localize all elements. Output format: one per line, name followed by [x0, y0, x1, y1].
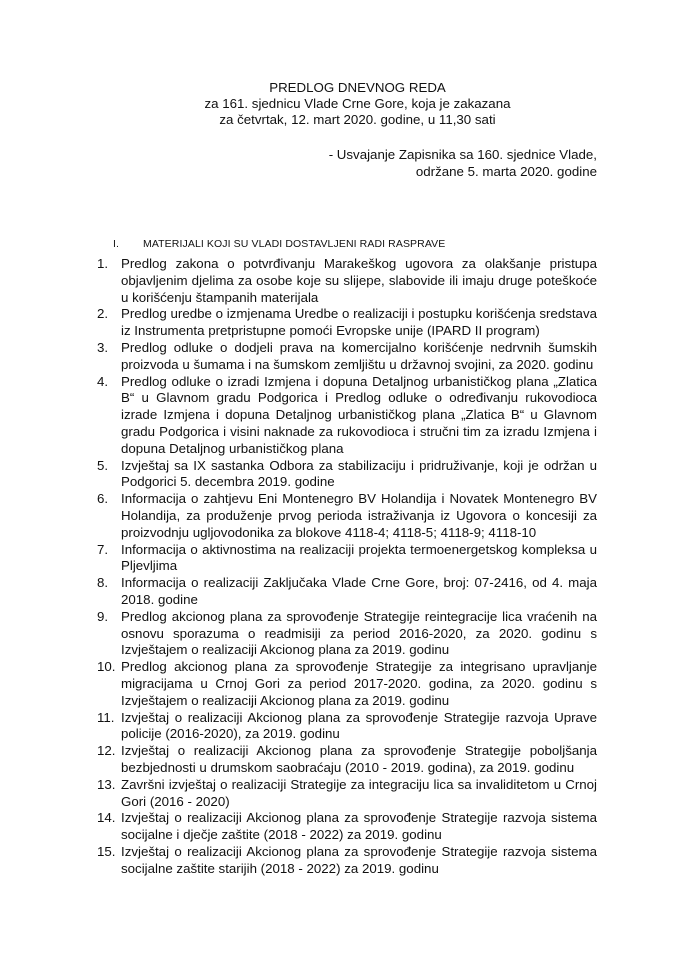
- agenda-item: [97, 743, 597, 777]
- agenda-header: [0, 80, 679, 128]
- item-text: Izvještaj o realizaciji Akcionog plana za sprovođenje Strategije razvoja Uprave policije (2016-2020), za 2019. godinu: [121, 709, 597, 742]
- agenda-item: [97, 340, 597, 374]
- item-text: Informacija o zahtjevu Eni Montenegro BV Holandija i Novatek Montenegro BV Holandija, za produženje prvog perioda istraživanja iz Ugovora o koncesiji za proizvodnju ugljovodonika za blokove 4118-4; 4118-5; 4118-9; 4118-10: [121, 491, 597, 540]
- item-number: 14.: [97, 810, 116, 826]
- item-number: 6.: [97, 491, 109, 507]
- agenda-item: [97, 374, 597, 458]
- item-number: 12.: [97, 743, 116, 759]
- item-number: 3.: [97, 339, 109, 355]
- item-text: Izvještaj sa IX sastanka Odbora za stabilizaciju i pridruživanje, koji je održan u Podgorici 5. decembra 2019. godine: [121, 457, 597, 490]
- item-text: Izvještaj o realizaciji Akcionog plana za sprovođenje Strategije razvoja sistema socijalne zaštite starijih (2018 - 2022) za 2019. godinu: [121, 843, 597, 876]
- item-number: 10.: [97, 659, 116, 675]
- item-text: Predlog zakona o potvrđivanju Marakeškog ugovora za olakšanje pristupa objavljenim djelima za osobe koje su slijepe, slabovide ili imaju druge poteškoće u korišćenju štampanih materijala: [121, 256, 597, 305]
- agenda-item: [97, 810, 597, 844]
- agenda-item: [97, 306, 597, 340]
- item-text: Izvještaj o realizaciji Akcionog plana za sprovođenje Strategije poboljšanja bezbjednosti u drumskom saobraćaju (2010 - 2019. godina), za 2019. godinu: [121, 743, 597, 775]
- item-number: 8.: [97, 575, 109, 591]
- section-title: MATERIJALI KOJI SU VLADI DOSTAVLJENI RADI RASPRAVE: [143, 238, 446, 250]
- item-text: Predlog odluke o izradi Izmjena i dopuna Detaljnog urbanističkog plana „Zlatica B“ u Glavnom gradu Podgorica i Predlog odluke o određivanju rukovodioca izrade Izmjena i dopuna Detaljnog urbanističkog plana „Zlatica B“ u Glavnom gradu Podgorica i visini naknade za rukovodioca i stručni tim za izradu Izmjena i dopuna Detaljnog urbanističkog plana: [121, 373, 597, 456]
- agenda-item: [97, 844, 597, 878]
- item-number: 5.: [97, 457, 109, 473]
- item-number: 2.: [97, 306, 109, 322]
- agenda-item: [97, 256, 597, 306]
- session-line: za 161. sjednicu Vlade Crne Gore, koja je zakazana: [204, 96, 511, 111]
- agenda-list: [97, 256, 597, 877]
- agenda-item: [97, 458, 597, 492]
- item-text: Predlog akcionog plana za sprovođenje Strategije za integrisano upravljanje migracijama u Crnoj Gori za period 2017-2020. godina, za 2020. godinu s Izvještajem o realizaciji Akcionog plana za 2019. godinu: [121, 659, 597, 708]
- item-text: Informacija o realizaciji Zaključaka Vlade Crne Gore, broj: 07-2416, od 4. maja 2018. godine: [121, 575, 597, 607]
- item-text: Izvještaj o realizaciji Akcionog plana za sprovođenje Strategije razvoja sistema socijalne i dječje zaštite (2018 - 2022) za 2019. godinu: [121, 810, 597, 843]
- date-line: za četvrtak, 12. mart 2020. godine, u 11,30 sati: [219, 112, 496, 127]
- agenda-item: [97, 575, 597, 609]
- item-number: 11.: [97, 709, 115, 725]
- agenda-item: [97, 491, 597, 541]
- item-text: Predlog odluke o dodjeli prava na komercijalno korišćenje nedrvnih šumskih proizvoda u šumama i na šumskom zemljištu u državnoj svojini, za 2020. godinu: [121, 339, 597, 372]
- minutes-note: [329, 146, 597, 180]
- item-number: 7.: [97, 541, 109, 557]
- item-text: Informacija o aktivnostima na realizaciji projekta termoenergetskog kompleksa u Pljevljima: [121, 541, 597, 574]
- minutes-line-1: - Usvajanje Zapisnika sa 160. sjednice Vlade,: [328, 147, 597, 162]
- item-number: 1.: [97, 256, 109, 271]
- item-text: Predlog uredbe o izmjenama Uredbe o realizaciji i postupku korišćenja sredstava iz Instrumenta pretpristupne pomoći Evropske unije (IPARD II program): [121, 306, 597, 339]
- agenda-item: [97, 659, 597, 709]
- agenda-item: [97, 609, 597, 659]
- item-text: Predlog akcionog plana za sprovođenje Strategije reintegracije lica vraćenih na osnovu sporazuma o readmisiji za period 2016-2020, za 2020. godinu s Izvještajem o realizaciji Akcionog plana za 2019. godinu: [121, 608, 597, 658]
- item-number: 13.: [97, 776, 116, 792]
- section-number: I.: [113, 238, 120, 250]
- minutes-line-2: održane 5. marta 2020. godine: [415, 164, 597, 179]
- agenda-item: [97, 710, 597, 744]
- agenda-item: [97, 777, 597, 811]
- item-number: 4.: [97, 373, 109, 389]
- section-heading: [113, 238, 445, 250]
- agenda-item: [97, 542, 597, 576]
- item-number: 9.: [97, 608, 109, 624]
- page-title: PREDLOG DNEVNOG REDA: [269, 80, 446, 95]
- item-text: Završni izvještaj o realizaciji Strategije za integraciju lica sa invaliditetom u Crnoj Gori (2016 - 2020): [121, 776, 597, 809]
- item-number: 15.: [97, 843, 116, 859]
